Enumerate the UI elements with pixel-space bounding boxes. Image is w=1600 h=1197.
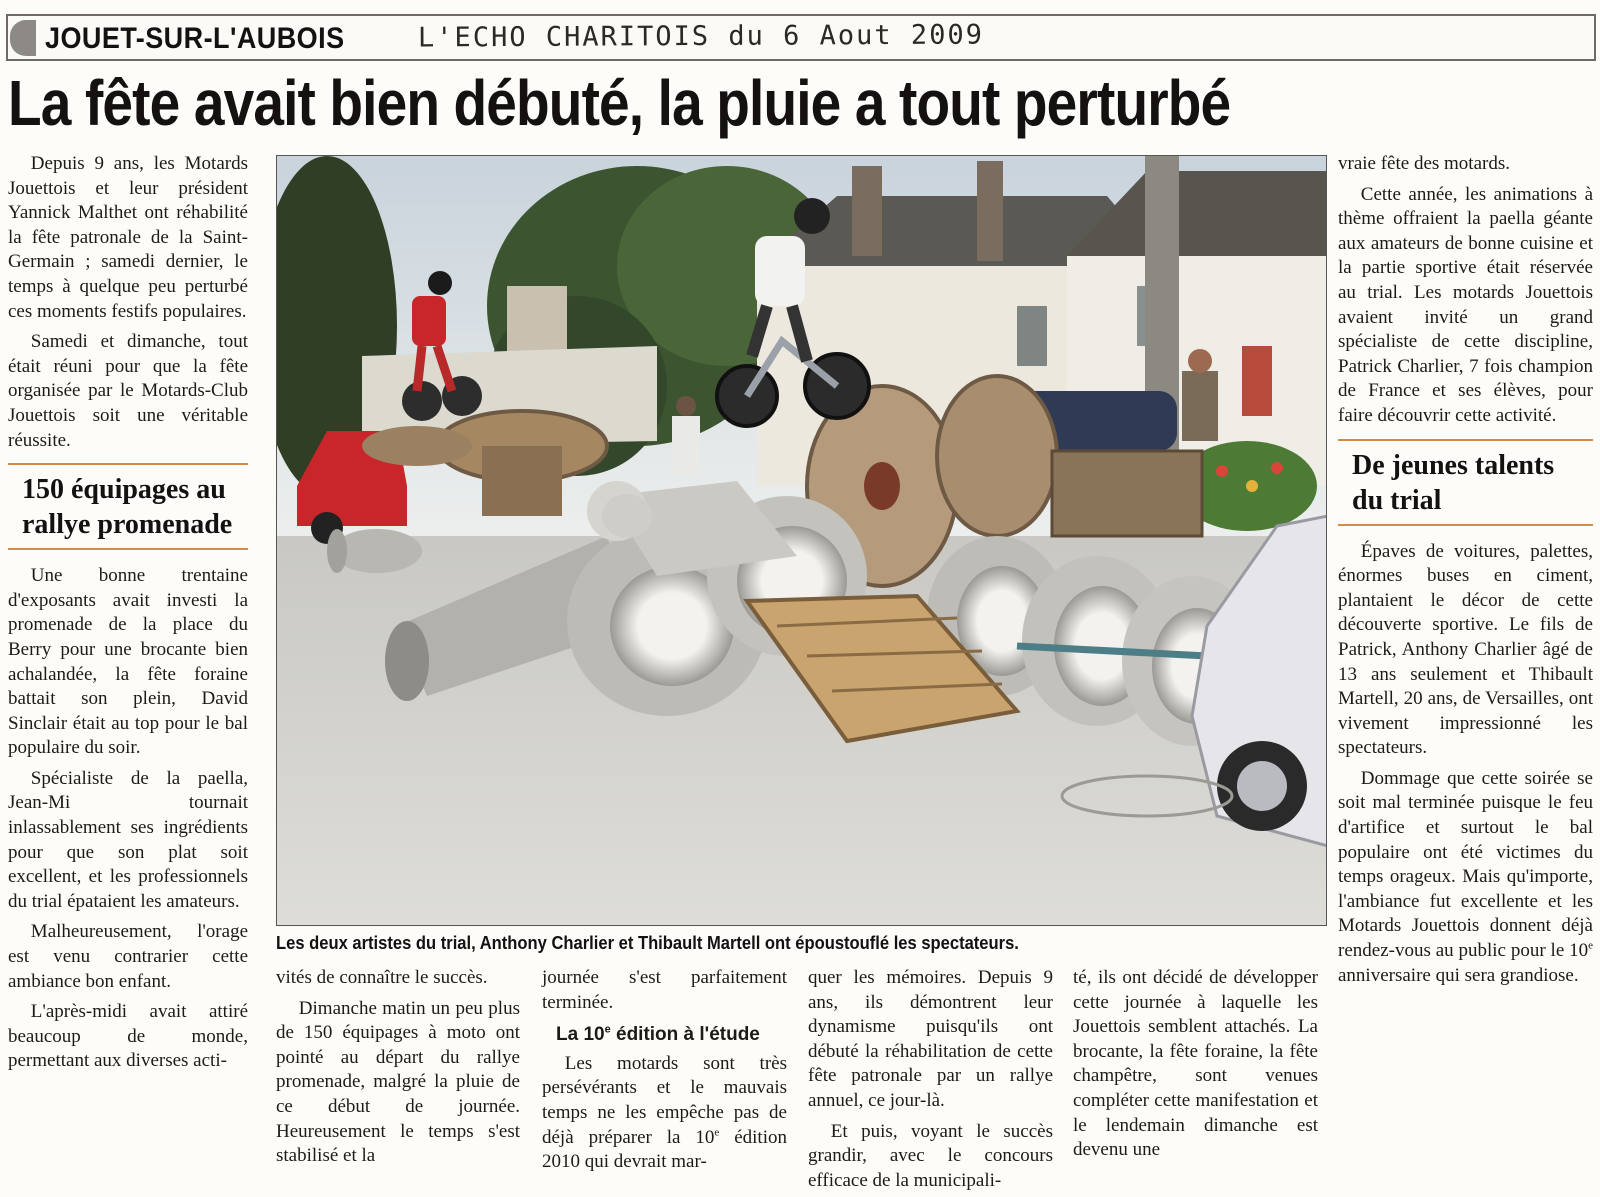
- headline: La fête avait bien débuté, la pluie a tout perturbé: [8, 67, 1231, 139]
- intertitle-10e-edition: La 10e édition à l'étude: [556, 1023, 760, 1046]
- bottom-column-1: [276, 966, 520, 1175]
- handwritten-source-note: L'ECHO CHARITOIS du 6 Aout 2009: [417, 19, 984, 54]
- bottom-column-2: [542, 966, 787, 1181]
- subhead-rallye: 150 équipages au rallye promenade: [22, 474, 233, 541]
- left-column: [8, 152, 248, 1080]
- right-column: [1338, 152, 1593, 994]
- paragraph-succes: vités de connaître le succès.: [276, 967, 488, 988]
- header-bar: [6, 14, 1596, 61]
- intro-paragraph-2: Samedi et dimanche, tout était réuni pour que la fête organisée par le Motards-Club Jouettois soit une véritable réussite.: [8, 331, 248, 451]
- paragraph-municipalite: té, ils ont décidé de développer cette journée à laquelle les Jouettois semblent attachés. La brocante, la fête foraine, la fête champêtre, sont venues compléter cette manifestation et le lendemain dimanche est devenu une: [1073, 967, 1318, 1161]
- paragraph-perseverants: Les motards sont très persévérants et le mauvais temps ne les empêche pas de déjà préparer la 10e édition 2010 qui devrait mar-: [542, 1052, 787, 1173]
- paragraph-epaves: Épaves de voitures, palettes, énormes buses en ciment, plantaient le décor de cette découverte sportive. Le fils de Patrick, Anthony Charlier âgé de 13 ans seulement et Thibault Martell, 20 ans, de Versailles, ont vivement impressionné les spectateurs.: [1338, 540, 1593, 759]
- town-name: JOUET-SUR-L'AUBOIS: [45, 22, 345, 55]
- paragraph-orage: Malheureusement, l'orage est venu contrarier cette ambiance bon enfant.: [8, 921, 248, 992]
- paragraph-succes-grandir: Et puis, voyant le succès grandir, avec le concours efficace de la municipali-: [808, 1120, 1053, 1191]
- subhead-talents: De jeunes talents du trial: [1352, 449, 1555, 516]
- paragraph-journee: journée s'est parfaitement terminée.: [542, 967, 787, 1013]
- paragraph-vraie-fete: vraie fête des motards.: [1338, 153, 1510, 174]
- paragraph-apres-midi: L'après-midi avait attiré beaucoup de monde, permettant aux diverses acti-: [8, 1001, 248, 1072]
- paragraph-paella: Spécialiste de la paella, Jean-Mi tournait inlassablement ses ingrédients pour que son plat soit excellent, et les professionnels du trial épataient les amateurs.: [8, 767, 248, 912]
- paragraph-animations: Cette année, les animations à thème offraient la paella géante aux amateurs de bonne cuisine et la partie sportive était réservée au trial. Les motards Jouettois avaient invité un grand spécialiste de cette discipline, Patrick Charlier, 7 fois champion de France et ses élèves, pour faire découvrir cette activité.: [1338, 183, 1593, 426]
- trial-scene-illustration: [277, 156, 1327, 926]
- intro-paragraph-1: Depuis 9 ans, les Motards Jouettois et leur président Yannick Malthet ont réhabilité la fête patronale de la Saint-Germain ; samedi dernier, le temps à quelque peu perturbé ces moments festifs populaires.: [8, 153, 248, 322]
- bottom-column-4: [1073, 966, 1318, 1169]
- bottom-column-3: [808, 966, 1053, 1197]
- subhead-box-rallye: [8, 463, 248, 550]
- trial-photo: [276, 155, 1327, 926]
- photo-caption: Les deux artistes du trial, Anthony Charlier et Thibault Martell ont époustouflé les spectateurs.: [276, 933, 1019, 953]
- paragraph-brocante: Une bonne trentaine d'exposants avait investi la promenade de la place du Berry pour une brocante bien achalandée, la fête foraine battait son plein, David Sinclair était au top pour le bal populaire du soir.: [8, 565, 248, 759]
- paragraph-dimanche: Dimanche matin un peu plus de 150 équipages à moto ont pointé au départ du rallye promenade, malgré la pluie de ce début de journée. Heureusement le temps s'est stabilisé et la: [276, 997, 520, 1167]
- paragraph-memoires: quer les mémoires. Depuis 9 ans, ils démontrent leur dynamisme puisqu'ils ont débuté la réhabilitation de cette fête patronale par un rallye annuel, ce jour-là.: [808, 967, 1053, 1111]
- paragraph-dommage: Dommage que cette soirée se soit mal terminée puisque le feu d'artifice et surtout le bal populaire ont été victimes du temps orageux. Mais qu'importe, l'ambiance fut excellente et les Motards Jouettois donnent déjà rendez-vous au public pour le 10e anniversaire qui sera grandiose.: [1338, 767, 1593, 986]
- section-tab-marker: [10, 20, 36, 56]
- subhead-box-talents: [1338, 439, 1593, 526]
